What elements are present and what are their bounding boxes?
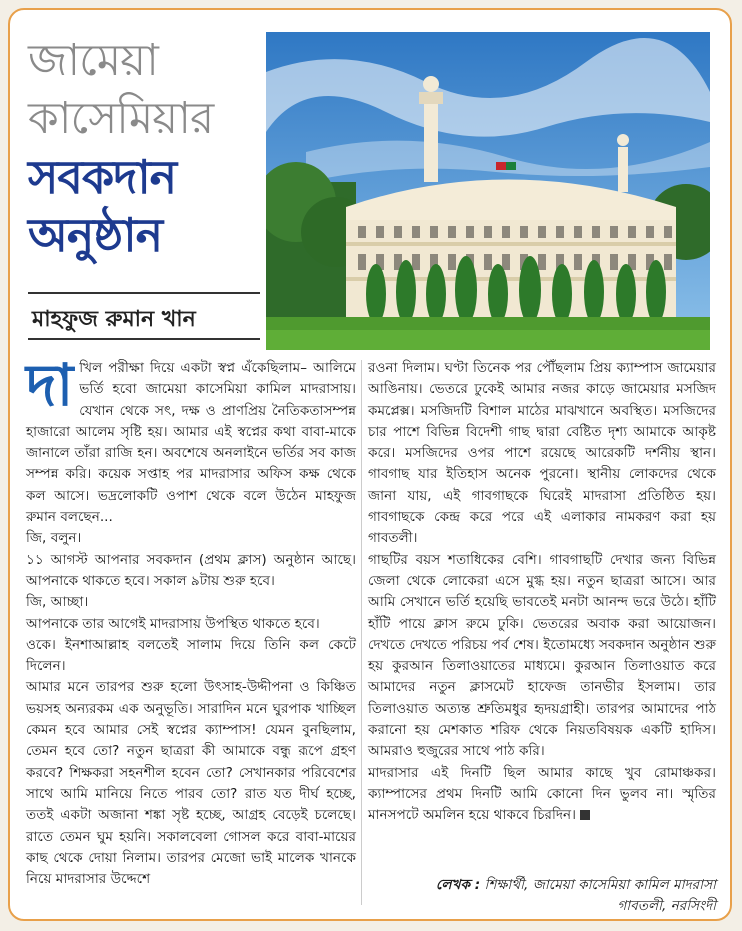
byline-line-2: গাবতলী, নরসিংদী xyxy=(617,898,716,914)
paragraph-3: ১১ আগস্ট আপনার সবকদান (প্রথম ক্লাস) অনুষ্ঠান আছে। আপনাকে থাকতে হবে। সকাল ৯টায় শুরু হবে। xyxy=(26,551,356,589)
paragraph-1 xyxy=(26,351,356,528)
headline-line-4: অনুষ্ঠান xyxy=(28,208,163,262)
author-rule-top xyxy=(28,292,260,294)
byline-label: লেখক : xyxy=(435,877,481,893)
mosque-photo xyxy=(266,32,710,350)
paragraph-2: জি, বলুন। xyxy=(26,530,82,547)
byline-line-1 xyxy=(368,875,716,896)
paragraph-4: জি, আচ্ছা। xyxy=(26,594,89,611)
paragraph-8: রওনা দিলাম। ঘণ্টা তিনেক পর পৌঁছলাম প্রিয় ক্যাম্পাস জামেয়ার আঙিনায়। ভেতরে ঢুকেই আমার নজর কাড়ে জামেয়ার মসজিদ কমপ্লেক্স। মসজিদটি বিশাল মাঠের মাঝখানে অবস্থিত। মসজিদের চার পাশে বিভিন্ন বিদেশী গাছ দ্বারা বেষ্টিত দৃশ্য আমাকে আকৃষ্ট করে। মসজিদের ওপর পাশে রয়েছে আরেকটি দর্শনীয় স্থান। গাবগাছ যার ইতিহাস অনেক পুরনো। স্থানীয় লোকদের থেকে জানা যায়, এই গাবগাছকে ঘিরেই মাদরাসা প্রতিষ্ঠিত হয়। গাবগাছকে কেন্দ্র করে পরে এই এলাকার নামকরণ করা হয় গাবতলী। xyxy=(368,360,716,547)
headline-line-3: সবকদান xyxy=(28,150,177,204)
paragraph-10-text: মাদরাসার এই দিনটি ছিল আমার কাছে খুব রোমাঞ্চকর। ক্যাম্পাসের প্রথম দিনটি আমি কোনো দিন ভুলব না। স্মৃতির মানসপটে অমলিন হয়ে থাকবে চিরদিন। xyxy=(368,764,716,824)
paragraph-1-text: খিল পরীক্ষা দিয়ে একটা স্বপ্ন এঁকেছিলাম– আলিমে ভর্তি হবো জামেয়া কাসেমিয়া কামিল মাদরাসায়। যেখান থেকে সৎ, দক্ষ ও প্রাণপ্রিয় নৈতিকতাসম্পন্ন হাজারো আলেম সৃষ্টি হয়। আমার এই স্বপ্নের কথা বাবা-মাকে জানালে তাঁরা রাজি হন। অবশেষে অনলাইনে ভর্তির সব কাজ সম্পন্ন করি। কয়েক সপ্তাহ পর মাদরাসার অফিস কক্ষ থেকে কল আসে। ভদ্রলোকটি ওপাশ থেকে বলে উঠেন মাহফুজ রুমান বলছেন... xyxy=(26,360,356,526)
byline xyxy=(368,875,716,917)
dropcap: দা xyxy=(26,351,74,419)
headline-line-2: কাসেমিয়ার xyxy=(28,93,214,144)
paragraph-10 xyxy=(368,763,716,827)
article-card xyxy=(8,8,732,921)
paragraph-5: আপনাকে তার আগেই মাদরাসায় উপস্থিত থাকতে হবে। xyxy=(26,615,320,632)
headline xyxy=(28,32,264,264)
headline-line-1: জামেয়া xyxy=(28,35,158,86)
author-rule-bottom xyxy=(28,338,260,340)
article-column-left xyxy=(26,351,356,890)
byline-affiliation: শিক্ষার্থী, জামেয়া কাসেমিয়া কামিল মাদরাসা xyxy=(484,877,716,893)
end-mark-icon xyxy=(580,810,590,820)
paragraph-7: আমার মনে তারপর শুরু হলো উৎসাহ-উদ্দীপনা ও কিঞ্চিত ভয়সহ অন্যরকম এক অনুভূতি। সারাদিন মনে ঘুরপাক খাচ্ছিল কেমন হবে আমার সেই স্বপ্নের ক্যাম্পাস! যেমন বুনছিলাম, তেমন হবে তো? নতুন ছাত্ররা কী আমাকে বন্ধু রূপে গ্রহণ করবে? শিক্ষকরা সহনশীল হবেন তো? সেখানকার পরিবেশের সাথে আমি মানিয়ে নিতে পারব তো? রাত যত দীর্ঘ হচ্ছে, ততই একটা অজানা শঙ্কা সৃষ্ট হচ্ছে, আগ্রহ বেড়েই চলেছে। রাতে তেমন ঘুম হয়নি। সকালবেলা গোসল করে বাবা-মায়ের কাছ থেকে দোয়া নিলাম। তারপর মেজো ভাই মালেক খানকে নিয়ে মাদরাসার উদ্দেশে xyxy=(26,679,356,888)
paragraph-9: গাছটির বয়স শতাধিকের বেশি। গাবগাছটি দেখার জন্য বিভিন্ন জেলা থেকে লোকেরা এসে মুগ্ধ হয়। নতুন ছাত্ররা আসে। আর আমি সেখানে ভর্তি হয়েছি ভাবতেই মনটা আনন্দ ভরে উঠে। হাঁটি হাঁটি পায়ে ক্লাস রুমে ঢুকি। ভেতরের অবাক করা আয়োজন। দেখতে দেখতে পরিচয় পর্ব শেষ। ইতোমধ্যে সবকদান অনুষ্ঠান শুরু হয় কুরআন তিলাওয়াতের মাধ্যমে। কুরআন তিলাওয়াত করে আমাদের নতুন ক্লাসমেট হাফেজ তানভীর ইসলাম। তার তিলাওয়াত অত্যন্ত শ্রুতিমধুর হৃদয়গ্রাহী। তারপর আমাদের পাঠ করানো হয় মেশকাত শরিফ থেকে নিয়তবিষয়ক একটি হাদিস। আমরাও হুজুরের সাথে পাঠ করি। xyxy=(368,551,716,760)
column-divider xyxy=(361,360,362,905)
article-column-right xyxy=(368,358,716,827)
mosque-illustration-icon xyxy=(266,32,710,350)
author-name: মাহফুজ রুমান খান xyxy=(32,307,196,332)
paragraph-6: ওকে। ইনশাআল্লাহ বলতেই সালাম দিয়ে তিনি কল কেটে দিলেন। xyxy=(26,636,356,675)
